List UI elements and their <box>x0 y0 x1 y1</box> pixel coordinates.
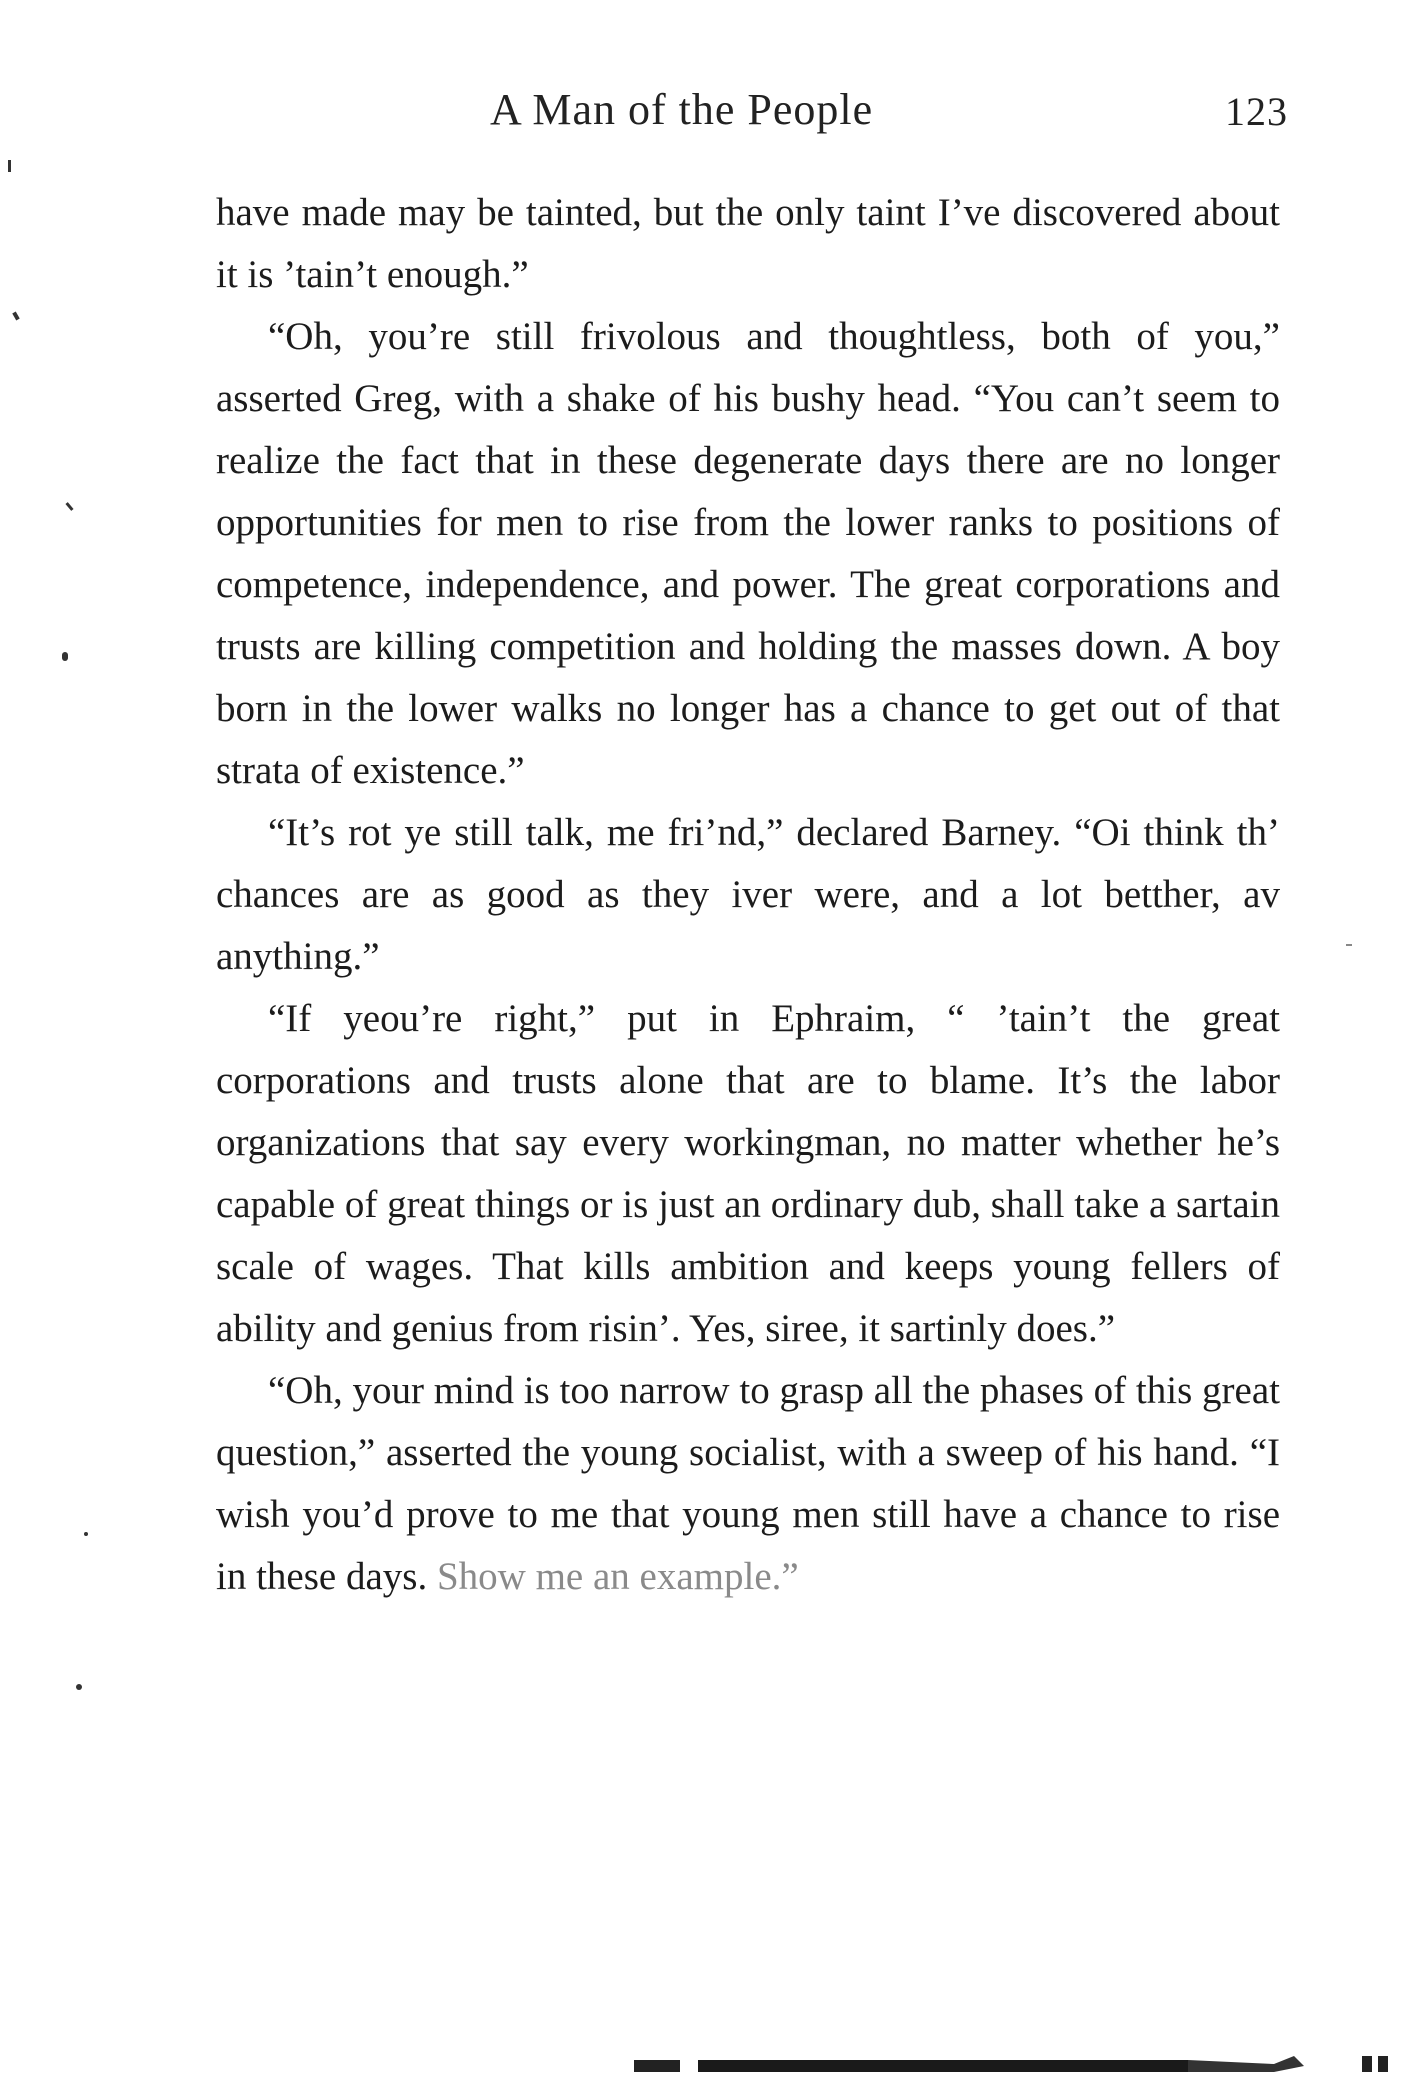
paragraph <box>216 1360 1280 1608</box>
running-title: A Man of the People <box>490 85 874 134</box>
scan-speck <box>84 1532 88 1536</box>
paragraph-text: “If yeou’re right,” put in Ephraim, “ ’tain’t the great corporations and trusts alone that are to blame. It’s the labor organizations that say every workingman, no matter whether he’s capable of great things or is just an ordinary dub, shall take a sartain scale of wages. That kills ambition and keeps young fellers of ability and genius from risin’. Yes, siree, it sartinly does.” <box>216 997 1280 1350</box>
scan-edge-block <box>634 2060 680 2072</box>
paragraph-text: “It’s rot ye still talk, me fri’nd,” declared Barney. “Oi think th’ chances are as good as they iver were, and a lot betther, av anything.” <box>216 811 1280 978</box>
body-text <box>216 182 1280 1608</box>
paragraph <box>216 988 1280 1360</box>
scan-speck <box>1346 944 1352 946</box>
scan-edge-artifact <box>634 2052 1394 2074</box>
paragraph <box>216 306 1280 802</box>
scan-edge-bar <box>698 2060 1188 2072</box>
scan-speck <box>76 1684 82 1690</box>
scan-speck <box>12 312 19 321</box>
paragraph-faint-text: Show me an example.” <box>436 1555 799 1598</box>
paragraph-text: “Oh, your mind is too narrow to grasp all the phases of this great question,” asserted the young socialist, with a sweep of his hand. “I wish you’d prove to me that young men still have a chance to rise in these days. <box>216 1369 1280 1598</box>
scan-speck <box>8 160 11 172</box>
paragraph-text: “Oh, you’re still frivolous and thoughtless, both of you,” asserted Greg, with a shake of his bushy head. “You can’t seem to realize the fact that in these degenerate days there are no longer opportunities for men to rise from the lower ranks to positions of competence, independence, and power. The great corporations and trusts are killing competition and holding the masses down. A boy born in the lower walks no longer has a chance to get out of that strata of existence.” <box>216 315 1280 792</box>
running-head <box>216 84 1288 144</box>
page-number: 123 <box>1225 89 1288 134</box>
scan-edge-taper <box>1188 2056 1304 2072</box>
scan-edge-mark <box>1378 2056 1388 2072</box>
scan-speck <box>62 652 68 661</box>
paragraph-text: have made may be tainted, but the only taint I’ve discovered about it is ’tain’t enough.” <box>216 191 1280 296</box>
paragraph <box>216 802 1280 988</box>
paragraph <box>216 182 1280 306</box>
scan-speck <box>65 502 73 511</box>
scan-edge-mark <box>1362 2056 1372 2072</box>
